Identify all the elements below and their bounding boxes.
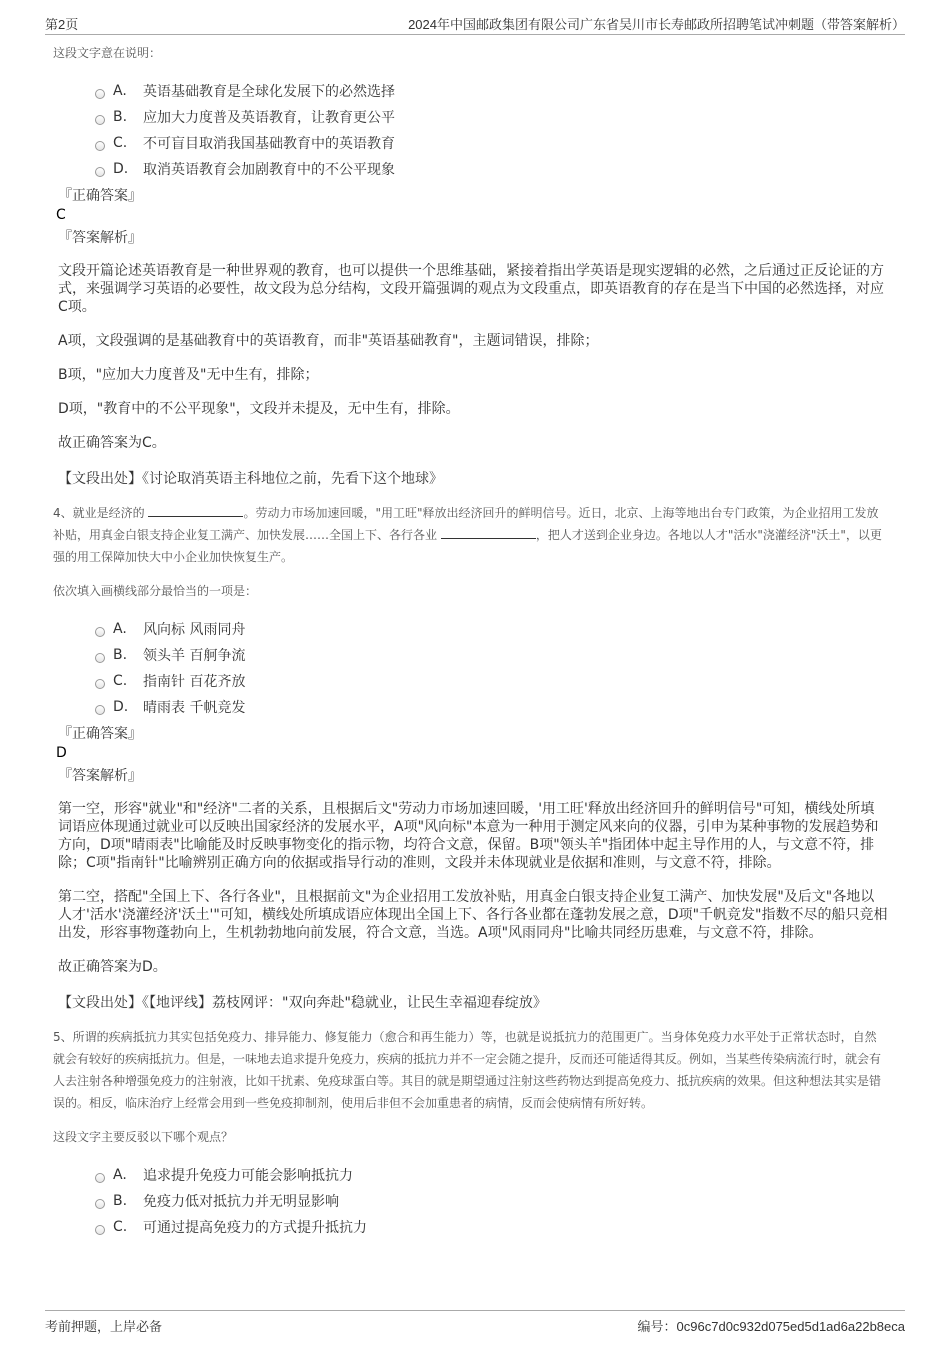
option-letter: B.: [113, 647, 128, 663]
analysis-paragraph: 故正确答案为D。: [58, 959, 167, 975]
option-b[interactable]: [95, 642, 893, 668]
option-c[interactable]: [95, 130, 893, 156]
radio-icon[interactable]: [95, 115, 105, 125]
option-text: 风向标 风雨同舟: [143, 622, 246, 638]
option-text: 晴雨表 千帆竞发: [143, 700, 246, 716]
page-header: [45, 10, 905, 35]
document-title: 2024年中国邮政集团有限公司广东省吴川市长寿邮政所招聘笔试冲刺题（带答案解析）: [408, 17, 905, 32]
option-d[interactable]: [95, 156, 893, 182]
analysis-paragraph: A项，文段强调的是基础教育中的英语教育，而非"英语基础教育"，主题词错误，排除；: [58, 333, 599, 349]
radio-icon[interactable]: [95, 653, 105, 663]
analysis-label: 『答案解析』: [58, 230, 142, 246]
option-letter: C.: [113, 135, 128, 151]
serial-label: 编号：: [637, 1319, 677, 1334]
radio-icon[interactable]: [95, 1199, 105, 1209]
option-a[interactable]: [95, 78, 893, 104]
option-text: 取消英语教育会加剧教育中的不公平现象: [143, 162, 395, 178]
option-text: 免疫力低对抵抗力并无明显影响: [143, 1194, 339, 1210]
option-letter: B.: [113, 1193, 128, 1209]
question-stem: 5、所谓的疾病抵抗力其实包括免疫力、排异能力、修复能力（愈合和再生能力）等，也就是说抵抗力的范围更广。当身体免疫力水平处于正常状态时，自然就会有较好的疾病抵抗力。但是，一味地去追求提升免疫力，疾病的抵抗力并不一定会随之提升，反而还可能适得其反。例如，当某些传染病流行时，就会有人去注射各种增强免疫力的注射液，比如干扰素、免疫球蛋白等。其目的就是期望通过注射这些药物达到提高免疫力、抵抗疾病的效果。但这种想法其实是错误的。相反，临床治疗上经常会用到一些免疫抑制剂，使用后非但不会加重患者的病情，反而会使病情有所好转。: [53, 1030, 882, 1110]
option-letter: C.: [113, 1219, 128, 1235]
correct-answer-label: 『正确答案』: [58, 188, 142, 204]
radio-icon[interactable]: [95, 627, 105, 637]
question-prompt: 依次填入画横线部分最恰当的一项是：: [53, 584, 258, 598]
passage-source: 【文段出处】《讨论取消英语主科地位之前，先看下这个地球》: [58, 471, 443, 487]
option-b[interactable]: [95, 104, 893, 130]
option-letter: A.: [113, 621, 127, 637]
radio-icon[interactable]: [95, 705, 105, 715]
option-a[interactable]: [95, 616, 893, 642]
page-number: 第2页: [45, 17, 79, 32]
option-text: 不可盲目取消我国基础教育中的英语教育: [143, 136, 395, 152]
analysis-paragraph: D项，"教育中的不公平现象"，文段并未提及，无中生有，排除。: [58, 401, 460, 417]
option-letter: D.: [113, 161, 129, 177]
option-b[interactable]: [95, 1188, 893, 1214]
question-4: [53, 502, 893, 1012]
option-letter: A.: [113, 83, 127, 99]
option-d[interactable]: [95, 694, 893, 720]
option-text: 可通过提高免疫力的方式提升抵抗力: [143, 1220, 367, 1236]
radio-icon[interactable]: [95, 141, 105, 151]
fill-blank-2: [441, 526, 536, 539]
option-text: 领头羊 百舸争流: [143, 648, 246, 664]
option-text: 追求提升免疫力可能会影响抵抗力: [143, 1168, 353, 1184]
stem-text: 4、就业是经济的: [53, 506, 145, 520]
option-text: 指南针 百花齐放: [143, 674, 246, 690]
analysis-paragraph: 第一空，形容"就业"和"经济"二者的关系，且根据后文"劳动力市场加速回暖，'用工旺'释放出经济回升的鲜明信号"可知，横线处所填词语应体现通过就业可以反映出国家经济的发展水平，A项"风向标"本意为一种用于测定风来向的仪器，引申为某种事物的发展趋势和方向，D项"晴雨表"比喻能及时反映事物变化的指示物，均符合文意，保留。B项"领头羊"指团体中起主导作用的人，与文意不符，排除；C项"指南针"比喻辨别正确方向的依据或指导行动的准则，文段并未体现就业是依据和准则，与文意不符，排除。: [58, 801, 879, 871]
question-3: [53, 42, 893, 488]
analysis-paragraph: 故正确答案为C。: [58, 435, 166, 451]
analysis-label: 『答案解析』: [58, 768, 142, 784]
correct-answer-label: 『正确答案』: [58, 726, 142, 742]
option-list: [95, 1162, 893, 1240]
page-footer: [45, 1310, 905, 1335]
analysis-paragraph: B项，"应加大力度普及"无中生有，排除；: [58, 367, 319, 383]
option-text: 应加大力度普及英语教育，让教育更公平: [143, 110, 395, 126]
question-stem: [53, 502, 885, 568]
footer-slogan: 考前押题，上岸必备: [45, 1319, 163, 1334]
stem-text: 。劳动力市场加速回暖，"用工旺"释放出经济回升的鲜明信号。近日，北京、上海等地出台专门政策，为企业招用工发放补贴，用真金白银支持企业复工满产、加快发展……全国上下、各行各业: [53, 506, 879, 542]
radio-icon[interactable]: [95, 1225, 105, 1235]
question-5: [53, 1026, 893, 1240]
option-c[interactable]: [95, 1214, 893, 1240]
stem-text: ，把人才送到企业身边。各地以人才"活水"浇灌经济"沃土"，以更强的用工保障加快大中小企业加快恢复生产。: [53, 528, 882, 564]
passage-source: 【文段出处】《【地评线】荔枝网评："双向奔赴"稳就业，让民生幸福迎春绽放》: [58, 995, 547, 1011]
question-prompt: 这段文字主要反驳以下哪个观点？: [53, 1130, 234, 1144]
radio-icon[interactable]: [95, 89, 105, 99]
option-letter: A.: [113, 1167, 127, 1183]
correct-answer: D: [56, 745, 67, 761]
radio-icon[interactable]: [95, 679, 105, 689]
correct-answer: C: [56, 207, 66, 223]
serial-value: 0c96c7d0c932d075ed5d1ad6a22b8eca: [676, 1319, 905, 1334]
option-a[interactable]: [95, 1162, 893, 1188]
option-text: 英语基础教育是全球化发展下的必然选择: [143, 84, 395, 100]
radio-icon[interactable]: [95, 167, 105, 177]
option-list: [95, 78, 893, 182]
page-content: [53, 42, 893, 1244]
analysis-paragraph: 文段开篇论述英语教育是一种世界观的教育，也可以提供一个思维基础，紧接着指出学英语是现实逻辑的必然，之后通过正反论证的方式，来强调学习英语的必要性，故文段为总分结构，文段开篇强调的观点为文段重点，即英语教育的存在是当下中国的必然选择，对应C项。: [58, 263, 884, 315]
question-prompt: 这段文字意在说明：: [53, 46, 162, 60]
option-letter: B.: [113, 109, 128, 125]
option-list: [95, 616, 893, 720]
option-letter: C.: [113, 673, 128, 689]
serial-number: [638, 1316, 905, 1335]
fill-blank-1: [148, 504, 243, 517]
option-letter: D.: [113, 699, 129, 715]
option-c[interactable]: [95, 668, 893, 694]
radio-icon[interactable]: [95, 1173, 105, 1183]
analysis-paragraph: 第二空，搭配"全国上下、各行各业"，且根据前文"为企业招用工发放补贴，用真金白银支持企业复工满产、加快发展"及后文"各地以人才'活水'浇灌经济'沃土'"可知，横线处所填成语应体现出全国上下、各行各业都在蓬勃发展之意，D项"千帆竞发"指数不尽的船只竞相出发，形容事物蓬勃向上，生机勃勃地向前发展，符合文意，当选。A项"风雨同舟"比喻共同经历患难，与文意不符，排除。: [58, 889, 888, 941]
